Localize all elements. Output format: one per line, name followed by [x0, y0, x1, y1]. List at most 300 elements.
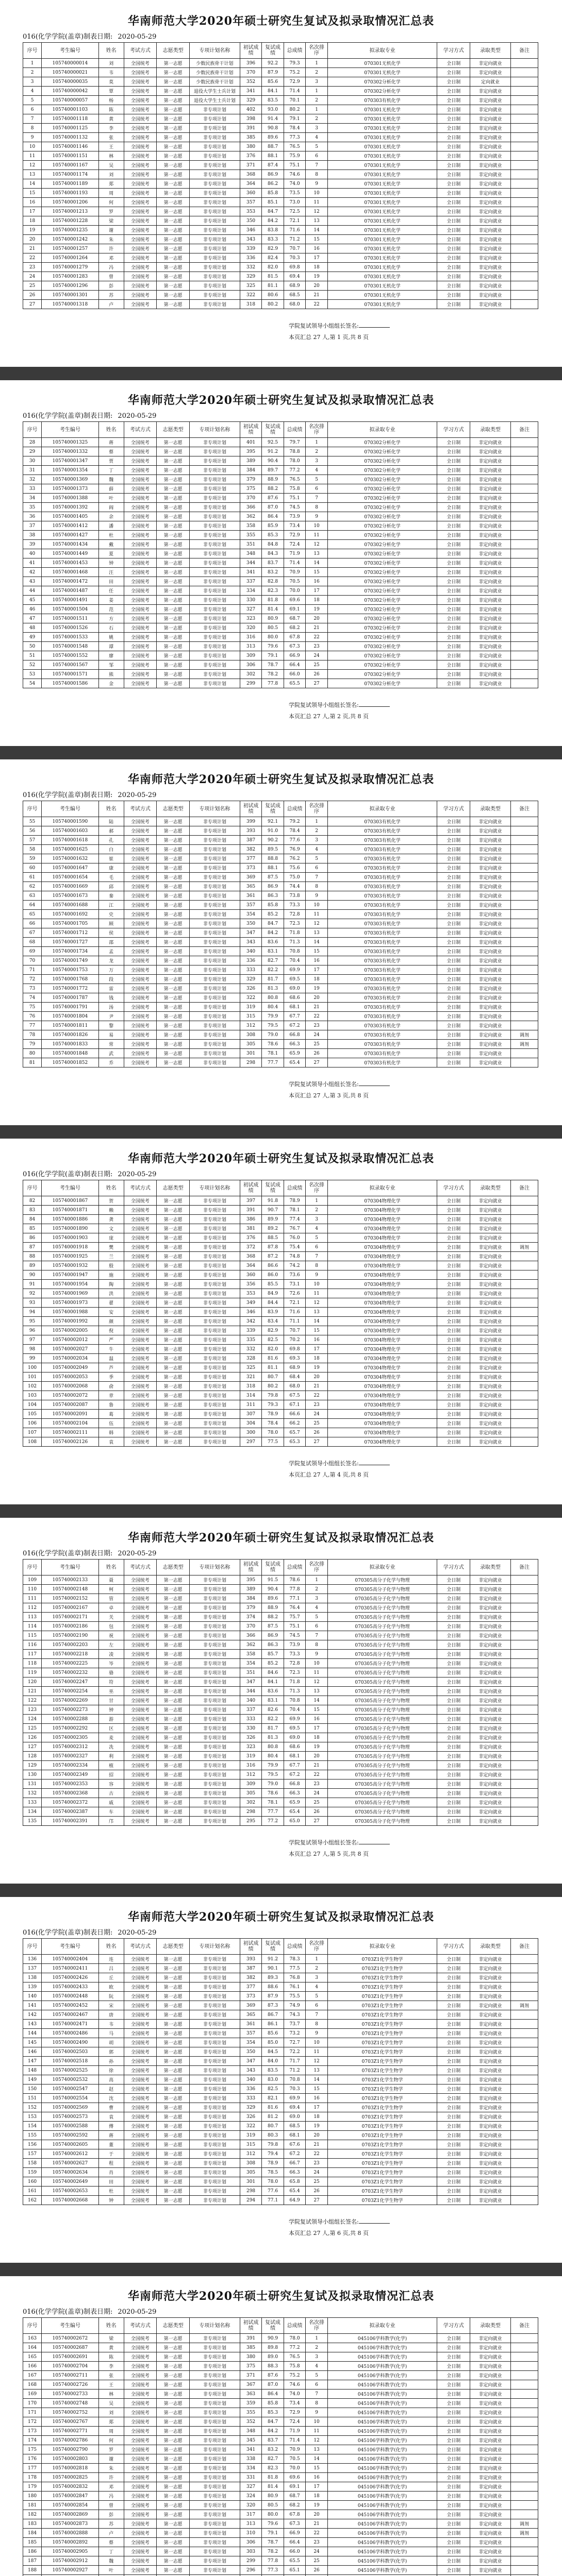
- cell-mode: 全国统考: [124, 1335, 157, 1345]
- cell-mode: 全国统考: [124, 133, 157, 142]
- cell-vol: 第一志愿: [157, 189, 190, 198]
- cell-major: 070302分析化学: [327, 438, 437, 447]
- cell-rank: 2: [306, 2343, 328, 2352]
- cell-major: 0703Z1化学生物学: [327, 1982, 437, 1992]
- cell-name: 薛: [98, 484, 124, 494]
- cell-tot: 65.4: [284, 2187, 306, 2196]
- cell-study: 全日制: [437, 2168, 470, 2177]
- page-total: 8: [357, 713, 361, 720]
- cell-type: 非定向就业: [470, 2501, 511, 2510]
- cell-vol: 第一志愿: [157, 891, 190, 901]
- cell-mode: 全国统考: [124, 179, 157, 189]
- department-label: 016(化学学院(盖章)制表日期:: [23, 33, 113, 41]
- cell-id: 105740001787: [42, 993, 99, 1003]
- cell-plan: 非专项计划: [190, 1243, 240, 1252]
- cell-vol: 第一志愿: [157, 151, 190, 161]
- cell-study: 全日制: [437, 1289, 470, 1298]
- cell-major: 070304物理化学: [327, 1280, 437, 1289]
- table-row: [23, 549, 538, 558]
- cell-no: 167: [23, 2371, 42, 2380]
- cell-s2: 85.3: [262, 2408, 284, 2417]
- cell-type: 非定向就业: [470, 854, 511, 863]
- cell-study: 全日制: [437, 1363, 470, 1372]
- cell-note: [510, 1650, 538, 1659]
- cell-major: 070304物理化学: [327, 1298, 437, 1308]
- cell-s2: 79.5: [262, 1770, 284, 1780]
- table-row: [23, 1270, 538, 1280]
- cell-major: 070302分析化学: [327, 651, 437, 660]
- cell-plan: 非专项计划: [190, 651, 240, 660]
- cell-type: 非定向就业: [470, 910, 511, 919]
- cell-study: 全日制: [437, 1603, 470, 1613]
- cell-rank: 23: [306, 2538, 328, 2547]
- cell-name: 贾: [98, 456, 124, 466]
- cell-major: 070302分析化学: [327, 77, 437, 87]
- cell-vol: 第一志愿: [157, 1354, 190, 1363]
- cell-note: [510, 1640, 538, 1650]
- cell-s1: 348: [240, 2427, 262, 2436]
- cell-study: 全日制: [437, 198, 470, 207]
- table-row: [23, 965, 538, 975]
- table-row: [23, 901, 538, 910]
- table-row: [23, 77, 538, 87]
- cell-tot: 78.1: [284, 1206, 306, 1215]
- cell-note: [510, 2538, 538, 2547]
- cell-no: 123: [23, 1705, 42, 1715]
- signature-label: 学院复试领导小组组长签名:: [289, 1839, 359, 1846]
- table-row: [23, 2501, 538, 2510]
- cell-vol: 第一志愿: [157, 2408, 190, 2417]
- column-header: 学习方式: [437, 2318, 470, 2334]
- cell-study: 全日制: [437, 2510, 470, 2519]
- cell-mode: 全国统考: [124, 1049, 157, 1058]
- cell-id: 105740002232: [42, 1668, 99, 1677]
- cell-tot: 72.1: [284, 216, 306, 226]
- report-page: [21, 4, 541, 365]
- cell-study: 全日制: [437, 605, 470, 614]
- cell-mode: 全国统考: [124, 151, 157, 161]
- cell-vol: 第一志愿: [157, 1575, 190, 1585]
- cell-note: 调剂: [510, 2001, 538, 2010]
- cell-rank: 18: [306, 975, 328, 984]
- cell-note: [510, 642, 538, 651]
- cell-major: 0703Z1化学生物学: [327, 1973, 437, 1982]
- cell-no: 136: [23, 1955, 42, 1964]
- cell-mode: 全国统考: [124, 919, 157, 928]
- cell-id: 105740002368: [42, 1789, 99, 1798]
- cell-s1: 372: [240, 1243, 262, 1252]
- cell-tot: 69.8: [284, 263, 306, 272]
- cell-tot: 67.3: [284, 2519, 306, 2529]
- cell-vol: 第一志愿: [157, 1668, 190, 1677]
- cell-rank: 8: [306, 1261, 328, 1270]
- cell-s1: 368: [240, 1252, 262, 1261]
- cell-plan: 非专项计划: [190, 2538, 240, 2547]
- cell-plan: 非专项计划: [190, 2168, 240, 2177]
- table-row: [23, 2464, 538, 2473]
- cell-study: 全日制: [437, 1012, 470, 1021]
- cell-mode: 全国统考: [124, 1964, 157, 1973]
- table-header-row: [23, 1560, 538, 1575]
- cell-mode: 全国统考: [124, 2399, 157, 2408]
- table-row: [23, 151, 538, 161]
- cell-type: 非定向就业: [470, 2020, 511, 2029]
- cell-type: 非定向就业: [470, 1040, 511, 1049]
- cell-note: [510, 170, 538, 179]
- cell-note: [510, 2473, 538, 2482]
- column-header: 复试成绩: [262, 1939, 284, 1955]
- cell-type: 非定向就业: [470, 2529, 511, 2538]
- cell-vol: 第一志愿: [157, 947, 190, 956]
- cell-plan: 非专项计划: [190, 170, 240, 179]
- cell-mode: 全国统考: [124, 596, 157, 605]
- cell-mode: 全国统考: [124, 1345, 157, 1354]
- cell-tot: 72.2: [284, 2047, 306, 2057]
- cell-note: [510, 1724, 538, 1733]
- cell-s2: 82.7: [262, 956, 284, 965]
- table-row: [23, 1410, 538, 1419]
- cell-id: 105740001954: [42, 1280, 99, 1289]
- cell-type: 非定向就业: [470, 901, 511, 910]
- cell-type: 非定向就业: [470, 651, 511, 660]
- column-header: 考生编号: [42, 801, 99, 817]
- cell-major: 070304物理化学: [327, 1308, 437, 1317]
- cell-study: 全日制: [437, 1261, 470, 1270]
- table-row: [23, 114, 538, 124]
- row-count: 27: [313, 1851, 321, 1857]
- department-label: 016(化学学院(盖章)制表日期:: [23, 2308, 113, 2316]
- cell-no: 84: [23, 1215, 42, 1224]
- cell-vol: 第一志愿: [157, 1372, 190, 1382]
- page-total: 8: [357, 334, 361, 341]
- table-row: [23, 1594, 538, 1603]
- cell-mode: 全国统考: [124, 263, 157, 272]
- cell-study: 全日制: [437, 456, 470, 466]
- cell-rank: 11: [306, 2427, 328, 2436]
- cell-mode: 全国统考: [124, 863, 157, 873]
- cell-mode: 全国统考: [124, 1631, 157, 1640]
- cell-note: [510, 1437, 538, 1447]
- cell-major: 070301无机化学: [327, 244, 437, 253]
- cell-note: [510, 1705, 538, 1715]
- cell-tot: 75.8: [284, 2362, 306, 2371]
- cell-s2: 83.2: [262, 2445, 284, 2454]
- cell-note: [510, 863, 538, 873]
- cell-study: 全日制: [437, 2343, 470, 2352]
- cell-rank: 24: [306, 1030, 328, 1040]
- cell-type: 非定向就业: [470, 558, 511, 568]
- cell-tot: 74.8: [284, 1252, 306, 1261]
- cell-rank: 20: [306, 993, 328, 1003]
- cell-vol: 第一志愿: [157, 1687, 190, 1696]
- page-end: 页: [361, 334, 369, 341]
- cell-major: 070305高分子化学与物理: [327, 1780, 437, 1789]
- column-header: 姓名: [98, 1560, 124, 1575]
- cell-note: [510, 2371, 538, 2380]
- cell-plan: 非专项计划: [190, 2177, 240, 2187]
- cell-name: 张: [98, 133, 124, 142]
- cell-type: 非定向就业: [470, 272, 511, 281]
- cell-rank: 16: [306, 1715, 328, 1724]
- table-row: [23, 531, 538, 540]
- table-row: [23, 891, 538, 901]
- cell-type: 非定向就业: [470, 2057, 511, 2066]
- cell-rank: 8: [306, 170, 328, 179]
- cell-no: 154: [23, 2122, 42, 2131]
- cell-rank: 13: [306, 2066, 328, 2075]
- cell-no: 37: [23, 521, 42, 531]
- cell-plan: 非专项计划: [190, 2140, 240, 2149]
- cell-id: 105740002892: [42, 2538, 99, 2547]
- cell-no: 181: [23, 2501, 42, 2510]
- cell-no: 20: [23, 235, 42, 244]
- cell-name: 韩: [98, 1428, 124, 1437]
- cell-major: 045106学科教学(化学): [327, 2362, 437, 2371]
- cell-major: 070305高分子化学与物理: [327, 1742, 437, 1752]
- column-header: 考生编号: [42, 2318, 99, 2334]
- table-row: [23, 1428, 538, 1437]
- cell-rank: 26: [306, 670, 328, 679]
- cell-note: [510, 2334, 538, 2343]
- cell-type: 非定向就业: [470, 151, 511, 161]
- cell-study: 全日制: [437, 2492, 470, 2501]
- cell-type: 非定向就业: [470, 1233, 511, 1243]
- cell-plan: 非专项计划: [190, 1326, 240, 1335]
- cell-no: 51: [23, 651, 42, 660]
- page-summary: [289, 1091, 369, 1099]
- cell-major: 045106学科教学(化学): [327, 2343, 437, 2352]
- cell-major: 045106学科教学(化学): [327, 2427, 437, 2436]
- cell-note: [510, 244, 538, 253]
- cell-name: 王: [98, 2380, 124, 2389]
- cell-mode: 全国统考: [124, 96, 157, 105]
- cell-rank: 25: [306, 2177, 328, 2187]
- cell-id: 105740001491: [42, 596, 99, 605]
- cell-s2: 90.1: [262, 1964, 284, 1973]
- admission-table: [23, 801, 538, 1067]
- cell-s2: 86.9: [262, 1631, 284, 1640]
- cell-major: 070302分析化学: [327, 614, 437, 623]
- cell-id: 105740002752: [42, 2408, 99, 2417]
- cell-type: 非定向就业: [470, 2140, 511, 2149]
- cell-plan: 非专项计划: [190, 1224, 240, 1233]
- table-row: [23, 207, 538, 216]
- cell-note: [510, 456, 538, 466]
- column-header: 考试方式: [124, 801, 157, 817]
- cell-tot: 76.9: [284, 845, 306, 854]
- signature-blank: [359, 706, 390, 707]
- cell-s2: 81.4: [262, 605, 284, 614]
- cell-s1: 308: [240, 1030, 262, 1040]
- cell-mode: 全国统考: [124, 947, 157, 956]
- cell-study: 全日制: [437, 189, 470, 198]
- cell-no: 148: [23, 2066, 42, 2075]
- cell-name: 曾: [98, 272, 124, 281]
- cell-plan: 非专项计划: [190, 521, 240, 531]
- cell-s1: 342: [240, 1317, 262, 1326]
- cell-vol: 第一志愿: [157, 1317, 190, 1326]
- cell-s1: 307: [240, 1410, 262, 1419]
- cell-s2: 90.4: [262, 456, 284, 466]
- cell-type: 非定向就业: [470, 1058, 511, 1067]
- cell-rank: 23: [306, 1780, 328, 1789]
- cell-vol: 第一志愿: [157, 2038, 190, 2047]
- cell-plan: 非专项计划: [190, 272, 240, 281]
- row-count: 27: [313, 2230, 321, 2236]
- cell-name: 韦: [98, 68, 124, 77]
- cell-study: 全日制: [437, 438, 470, 447]
- cell-rank: 25: [306, 1040, 328, 1049]
- cell-type: 非定向就业: [470, 1622, 511, 1631]
- cell-rank: 15: [306, 2464, 328, 2473]
- cell-s1: 347: [240, 928, 262, 938]
- cell-s2: 82.7: [262, 2454, 284, 2464]
- table-row: [23, 2445, 538, 2454]
- cell-major: 070302分析化学: [327, 512, 437, 521]
- cell-no: 129: [23, 1761, 42, 1770]
- cell-vol: 第一志愿: [157, 216, 190, 226]
- cell-no: 100: [23, 1363, 42, 1372]
- cell-vol: 第一志愿: [157, 1603, 190, 1613]
- cell-note: [510, 1789, 538, 1798]
- cell-rank: 23: [306, 2159, 328, 2168]
- cell-id: 105740002133: [42, 1575, 99, 1585]
- table-row: [23, 521, 538, 531]
- table-row: [23, 198, 538, 207]
- page-end: 页: [361, 2230, 369, 2236]
- cell-note: [510, 1261, 538, 1270]
- cell-s1: 381: [240, 1224, 262, 1233]
- cell-s1: 327: [240, 2482, 262, 2492]
- cell-note: [510, 1391, 538, 1400]
- cell-study: 全日制: [437, 993, 470, 1003]
- cell-s1: 299: [240, 679, 262, 688]
- table-row: [23, 1058, 538, 1067]
- cell-type: 非定向就业: [470, 1280, 511, 1289]
- cell-id: 105740002653: [42, 2187, 99, 2196]
- cell-mode: 全国统考: [124, 1372, 157, 1382]
- cell-no: 172: [23, 2417, 42, 2427]
- cell-major: 045106学科教学(化学): [327, 2380, 437, 2389]
- cell-s1: 357: [240, 198, 262, 207]
- column-header: 专项计划名称: [190, 422, 240, 438]
- cell-note: [510, 993, 538, 1003]
- cell-plan: 非专项计划: [190, 1049, 240, 1058]
- cell-id: 105740002005: [42, 1326, 99, 1335]
- cell-study: 全日制: [437, 1585, 470, 1594]
- cell-mode: 全国统考: [124, 2547, 157, 2556]
- cell-note: [510, 2122, 538, 2131]
- cell-type: 非定向就业: [470, 2482, 511, 2492]
- cell-s2: 81.6: [262, 2103, 284, 2112]
- cell-vol: 第一志愿: [157, 2168, 190, 2177]
- cell-major: 070304物理化学: [327, 1196, 437, 1206]
- cell-tot: 74.5: [284, 1631, 306, 1640]
- cell-no: 56: [23, 826, 42, 836]
- cell-tot: 79.7: [284, 438, 306, 447]
- cell-mode: 全国统考: [124, 1575, 157, 1585]
- cell-plan: 非专项计划: [190, 1270, 240, 1280]
- cell-mode: 全国统考: [124, 2010, 157, 2020]
- cell-rank: 12: [306, 207, 328, 216]
- page-summary: [289, 333, 369, 341]
- cell-type: 非定向就业: [470, 2149, 511, 2159]
- cell-name: 朱: [98, 2464, 124, 2473]
- cell-rank: 10: [306, 189, 328, 198]
- cell-name: 段: [98, 975, 124, 984]
- cell-rank: 11: [306, 1668, 328, 1677]
- cell-mode: 全国统考: [124, 633, 157, 642]
- cell-s2: 82.8: [262, 577, 284, 586]
- cell-s1: 377: [240, 854, 262, 863]
- table-row: [23, 2380, 538, 2389]
- cell-mode: 全国统考: [124, 2556, 157, 2566]
- cell-mode: 全国统考: [124, 873, 157, 882]
- table-row: [23, 2427, 538, 2436]
- cell-id: 105740002592: [42, 2131, 99, 2140]
- cell-rank: 7: [306, 161, 328, 170]
- cell-note: [510, 1196, 538, 1206]
- cell-vol: 第一志愿: [157, 568, 190, 577]
- cell-study: 全日制: [437, 1317, 470, 1326]
- cell-no: 133: [23, 1798, 42, 1807]
- cell-mode: 全国统考: [124, 1613, 157, 1622]
- cell-id: 105740002888: [42, 2529, 99, 2538]
- cell-s2: 89.8: [262, 2343, 284, 2352]
- cell-name: 车: [98, 1807, 124, 1817]
- cell-id: 105740002349: [42, 1770, 99, 1780]
- page-mid: 页,共: [341, 1092, 358, 1099]
- cell-tot: 73.1: [284, 1280, 306, 1289]
- cell-s2: 78.2: [262, 670, 284, 679]
- cell-s2: 80.6: [262, 291, 284, 300]
- cell-name: 唐: [98, 2010, 124, 2020]
- cell-s2: 83.6: [262, 1687, 284, 1696]
- cell-s1: 357: [240, 2029, 262, 2038]
- cell-no: 54: [23, 679, 42, 688]
- cell-vol: 第一志愿: [157, 1696, 190, 1705]
- cell-plan: 非专项计划: [190, 568, 240, 577]
- cell-study: 全日制: [437, 1206, 470, 1215]
- cell-tot: 67.7: [284, 1761, 306, 1770]
- cell-vol: 第一志愿: [157, 2047, 190, 2057]
- cell-s2: 85.8: [262, 189, 284, 198]
- cell-type: 非定向就业: [470, 891, 511, 901]
- cell-major: 070303有机化学: [327, 975, 437, 984]
- cell-tot: 66.8: [284, 1780, 306, 1789]
- cell-note: [510, 1807, 538, 1817]
- cell-vol: 第一志愿: [157, 1428, 190, 1437]
- cell-vol: 第一志愿: [157, 2566, 190, 2575]
- cell-tot: 74.5: [284, 503, 306, 512]
- cell-name: 颜: [98, 1317, 124, 1326]
- cell-major: 0703Z1化学生物学: [327, 2001, 437, 2010]
- column-header: 拟录取专业: [327, 1180, 437, 1196]
- cell-id: 105740001193: [42, 189, 99, 198]
- cell-s1: 384: [240, 1594, 262, 1603]
- table-row: [23, 1687, 538, 1696]
- cell-s1: 341: [240, 2445, 262, 2454]
- cell-mode: 全国统考: [124, 1992, 157, 2001]
- cell-s1: 334: [240, 586, 262, 596]
- cell-major: 070301无机化学: [327, 189, 437, 198]
- cell-study: 全日制: [437, 670, 470, 679]
- cell-id: 105740002503: [42, 2047, 99, 2057]
- cell-plan: 非专项计划: [190, 1012, 240, 1021]
- cell-id: 105740002912: [42, 2556, 99, 2566]
- cell-mode: 全国统考: [124, 216, 157, 226]
- cell-s1: 312: [240, 1021, 262, 1030]
